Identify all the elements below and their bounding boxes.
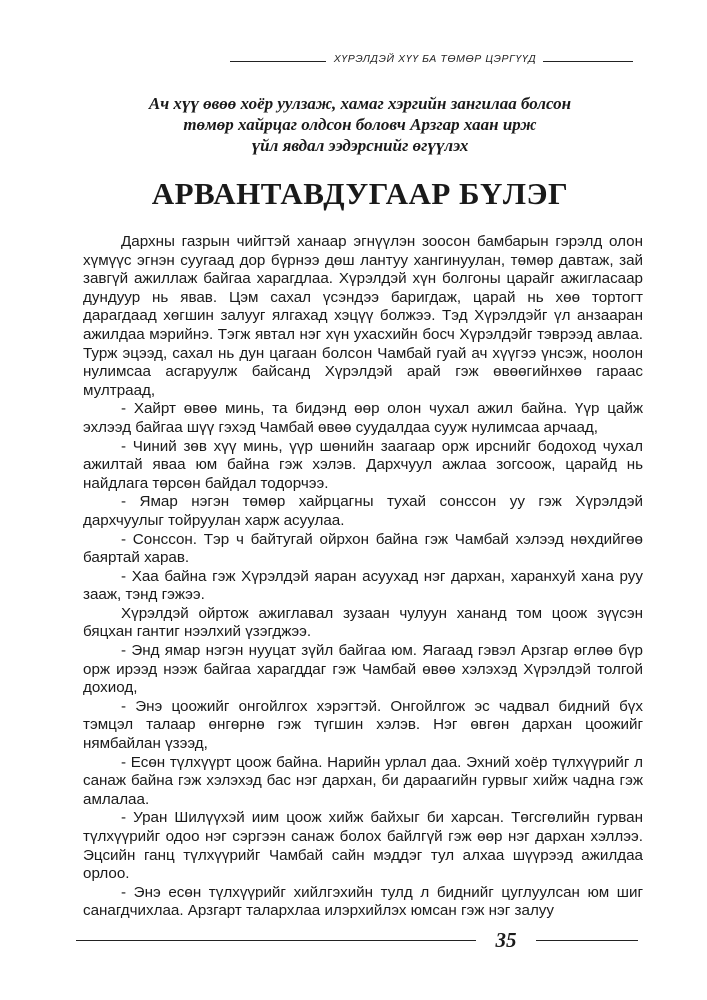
body-text <box>83 233 643 921</box>
paragraph: - Энэ есөн түлхүүрийг хийлгэхийн тулд л биднийг цуглуулсан юм шиг санагдчихлаа. Арзгарт талархлаа илэрхийлэх юмсан гэж нэг залуу <box>83 883 643 920</box>
epigraph-line: төмөр хайрцаг олдсон боловч Арзгар хаан ирж <box>183 115 537 134</box>
paragraph: - Чиний зөв хүү минь, үүр шөнийн заагаар орж ирснийг бодоход чухал ажилтай яваа юм байна гэж хэлэв. Дархчуул ажлаа зогсоож, царайд нь найдлага төрсөн байдал тодорчээ. <box>83 437 643 492</box>
page-footer <box>76 928 638 952</box>
paragraph: - Хаа байна гэж Хүрэлдэй яаран асуухад нэг дархан, харанхуй хана руу зааж, тэнд гэжээ. <box>83 567 643 604</box>
running-head-text: ХҮРЭЛДЭЙ ХҮҮ БА ТӨМӨР ЦЭРГҮҮД <box>333 53 537 65</box>
page-number: 35 <box>495 928 517 952</box>
header-rule-right <box>543 61 633 62</box>
footer-rule-right <box>536 940 638 941</box>
paragraph: - Энэ цоожийг онгойлгох хэрэгтэй. Онгойлгож эс чадвал бидний бүх тэмцэл талаар өнгөрнө гэж түгшин хэлэв. Нэг өвгөн дархан цоожийг нямбайлан үзээд, <box>83 697 643 753</box>
paragraph: - Ямар нэгэн төмөр хайрцагны тухай сонссон уу гэж Хүрэлдэй дархчуулыг тойруулан харж асуулаа. <box>83 493 643 529</box>
epigraph-line: үйл явдал ээдэрснийг өгүүлэх <box>251 136 469 155</box>
paragraph: - Хайрт өвөө минь, та бидэнд өөр олон чухал ажил байна. Үүр цайж эхлээд байгаа шүү гэхэд Чамбай өвөө суудалдаа сууж нулимсаа арчаад, <box>83 400 643 436</box>
paragraph: - Уран Шилүүхэй иим цоож хийж байхыг би харсан. Төгсгөлийн гурван түлхүүрийг одоо нэг сэргээн санаж болох байлгүй гэж өөр нэг дархан хэллээ. Эцсийн ганц түлхүүрийг Чамбай сайн мэддэг тул алхаа шүүрээд ажилдаа орлоо. <box>83 809 643 883</box>
paragraph: Дархны газрын чийгтэй ханаар эгнүүлэн зоосон бамбарын гэрэлд олон хүмүүс эгнэн суугаад дор бүрнээ дөш лантуу хангинуулан, төмөр давтаж, зай завгүй ажиллаж байгаа харагдлаа. Хүрэлдэй хүн болгоны царайг ажигласаар дундуур нь явав. Цэм сахал үсэндээ баригдаж, царай нь хөө тортогт дарагдаад хөгшин залууг ялгахад хэцүү болжээ. Тэд Хүрэлдэйг үл анзааран ажилдаа мэрийнэ. Тэгж явтал нэг хүн ухасхийн босч Хүрэлдэйг тэврээд авлаа. Турж эцээд, сахал нь дун цагаан болсон Чамбай гуай ач хүүгээ үнсэж, ноолон нулимсаа асгаруулж байсанд Хүрэлдэй арай гэж өвөөгийнхөө гараас мултраад, <box>83 233 643 399</box>
paragraph: - Есөн түлхүүрт цоож байна. Нарийн урлал даа. Эхний хоёр түлхүүрийг л санаж байна гэж хэлэхэд бас нэг дархан, би дараагийн гурвыг хийж чадна гэж амлалаа. <box>83 753 643 808</box>
chapter-epigraph <box>100 93 620 156</box>
chapter-title: АРВАНТАВДУГААР БҮЛЭГ <box>151 176 569 211</box>
paragraph: Хүрэлдэй ойртож ажиглавал зузаан чулуун хананд том цоож зүүсэн бяцхан гантиг нээлхий үзэгджээ. <box>83 604 643 641</box>
epigraph-line: Ач хүү өвөө хоёр уулзаж, хамаг хэргийн зангилаа болсон <box>148 94 572 113</box>
paragraph: - Энд ямар нэгэн нууцат зүйл байгаа юм. Яагаад гэвэл Арзгар өглөө бүр орж ирээд нээж байгаа харагддаг гэж Чамбай өвөө хэлэхэд Хүрэлдэй толгой дохиод, <box>83 642 643 697</box>
header-rule-left <box>230 61 326 62</box>
footer-rule-left <box>76 940 476 941</box>
running-header <box>230 52 633 70</box>
paragraph: - Сонссон. Тэр ч байтугай ойрхон байна гэж Чамбай хэлээд нөхдийгөө баяртай харав. <box>83 530 643 567</box>
